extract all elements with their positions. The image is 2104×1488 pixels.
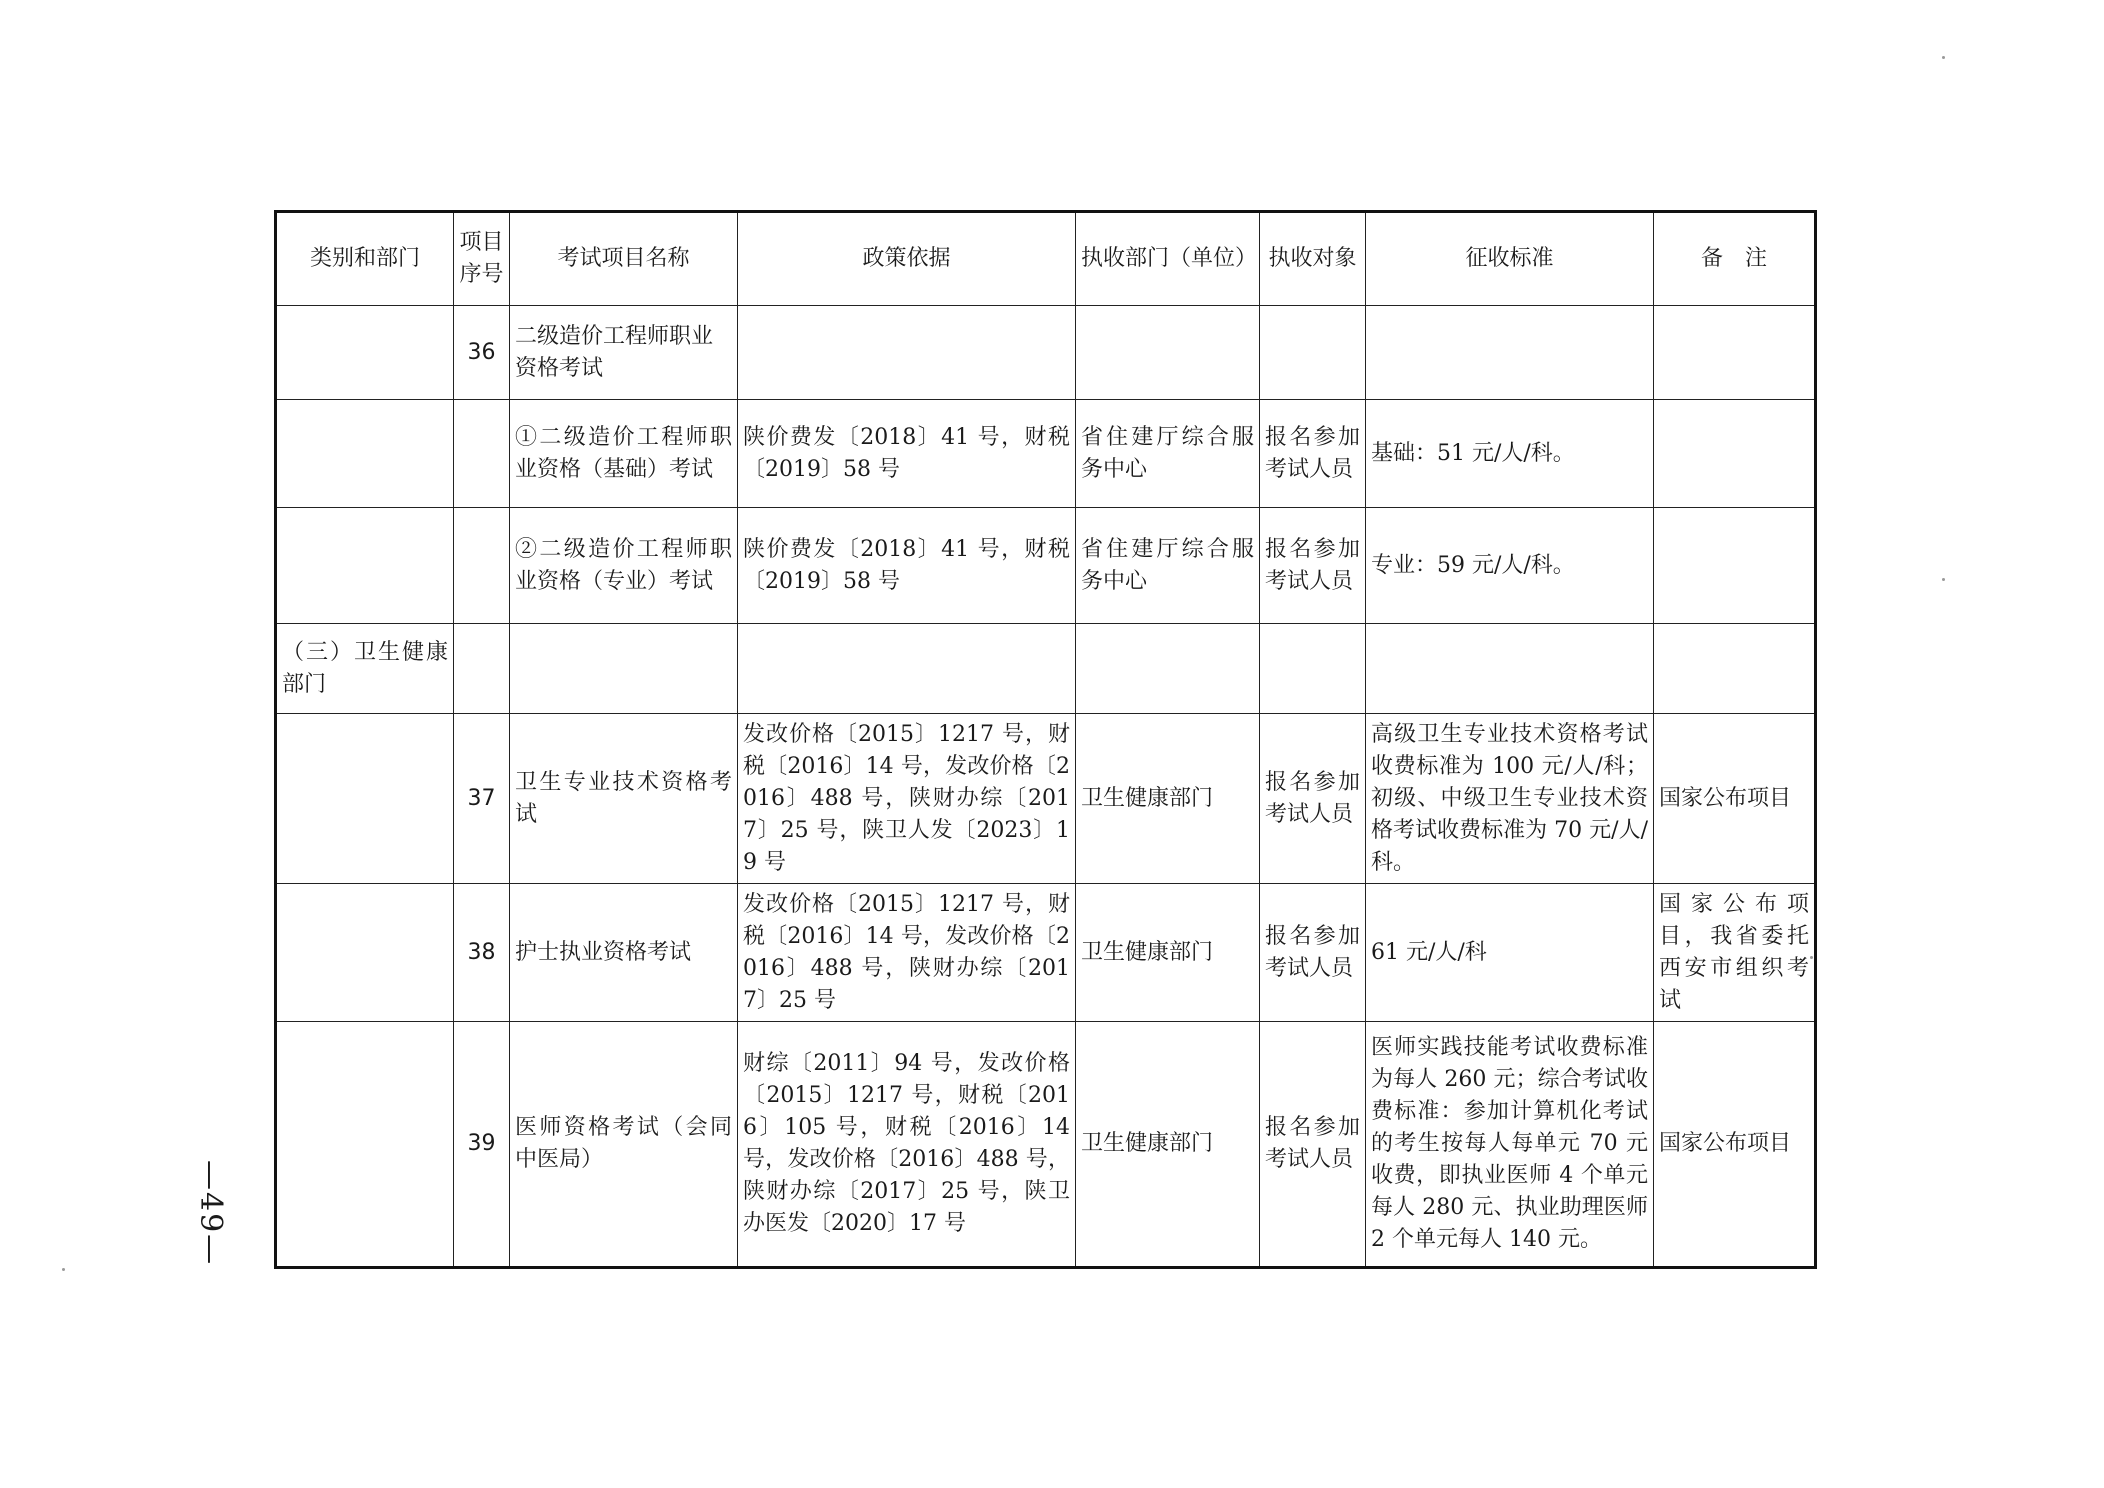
cell-policy: 财综〔2011〕94 号，发改价格〔2015〕1217 号，财税〔2016〕105 号，财税〔2016〕14 号，发改价格〔2016〕488 号，陕财办综〔2017〕25 号，陕卫办医发〔2020〕17 号 (738, 1022, 1076, 1268)
table-row (276, 306, 1816, 400)
cell-category (276, 1022, 454, 1268)
section-label: （三）卫生健康部门 (276, 624, 454, 714)
cell-exam-name: 二级造价工程师职业资格考试 (510, 306, 738, 400)
cell-remarks (1654, 400, 1816, 508)
cell-category (276, 508, 454, 624)
cell-seq (454, 508, 510, 624)
header-standard: 征收标准 (1366, 212, 1654, 306)
cell-policy: 陕价费发〔2018〕41 号，财税〔2019〕58 号 (738, 508, 1076, 624)
cell-category (276, 306, 454, 400)
table-row (276, 884, 1816, 1022)
cell-exam-name: 卫生专业技术资格考试 (510, 714, 738, 884)
cell-standard: 基础：51 元/人/科。 (1366, 400, 1654, 508)
cell-policy (738, 306, 1076, 400)
cell-seq (454, 624, 510, 714)
scan-speck (1942, 56, 1945, 59)
cell-remarks: 国家公布项目 (1654, 1022, 1816, 1268)
cell-target: 报名参加考试人员 (1260, 884, 1366, 1022)
header-category: 类别和部门 (276, 212, 454, 306)
cell-standard: 61 元/人/科 (1366, 884, 1654, 1022)
cell-category (276, 884, 454, 1022)
cell-dept: 省住建厅综合服务中心 (1076, 400, 1260, 508)
cell-seq: 36 (454, 306, 510, 400)
cell-target (1260, 624, 1366, 714)
header-target: 执收对象 (1260, 212, 1366, 306)
cell-policy: 发改价格〔2015〕1217 号，财税〔2016〕14 号，发改价格〔2016〕488 号，陕财办综〔2017〕25 号 (738, 884, 1076, 1022)
section-row (276, 624, 1816, 714)
scan-speck (1810, 956, 1813, 959)
table-row (276, 1022, 1816, 1268)
exam-fee-table (274, 210, 1817, 1269)
cell-target: 报名参加考试人员 (1260, 508, 1366, 624)
cell-standard (1366, 624, 1654, 714)
cell-target: 报名参加考试人员 (1260, 714, 1366, 884)
cell-exam-name: 医师资格考试（会同中医局） (510, 1022, 738, 1268)
cell-remarks: 国家公布项目，我省委托西安市组织考试 (1654, 884, 1816, 1022)
cell-dept: 卫生健康部门 (1076, 1022, 1260, 1268)
cell-seq: 37 (454, 714, 510, 884)
cell-dept: 卫生健康部门 (1076, 714, 1260, 884)
cell-standard: 专业：59 元/人/科。 (1366, 508, 1654, 624)
cell-seq: 38 (454, 884, 510, 1022)
header-remarks: 备 注 (1654, 212, 1816, 306)
cell-category (276, 714, 454, 884)
header-dept: 执收部门（单位） (1076, 212, 1260, 306)
cell-target (1260, 306, 1366, 400)
cell-category (276, 400, 454, 508)
cell-remarks (1654, 624, 1816, 714)
table-row (276, 714, 1816, 884)
cell-dept: 卫生健康部门 (1076, 884, 1260, 1022)
cell-dept (1076, 624, 1260, 714)
scan-speck (1942, 578, 1945, 581)
header-seq: 项目序号 (454, 212, 510, 306)
cell-standard (1366, 306, 1654, 400)
page-number: —49— (193, 1160, 228, 1267)
cell-target: 报名参加考试人员 (1260, 1022, 1366, 1268)
scan-speck (62, 1268, 65, 1271)
cell-exam-name: ①二级造价工程师职业资格（基础）考试 (510, 400, 738, 508)
cell-policy: 陕价费发〔2018〕41 号，财税〔2019〕58 号 (738, 400, 1076, 508)
table-header-row (276, 212, 1816, 306)
cell-seq (454, 400, 510, 508)
cell-exam-name: 护士执业资格考试 (510, 884, 738, 1022)
cell-dept: 省住建厅综合服务中心 (1076, 508, 1260, 624)
table-row (276, 400, 1816, 508)
cell-remarks: 国家公布项目 (1654, 714, 1816, 884)
table-row (276, 508, 1816, 624)
cell-standard: 医师实践技能考试收费标准为每人 260 元；综合考试收费标准：参加计算机化考试的考生按每人每单元 70 元收费，即执业医师 4 个单元每人 280 元、执业助理医师 2 个单元每人 140 元。 (1366, 1022, 1654, 1268)
cell-policy (738, 624, 1076, 714)
cell-target: 报名参加考试人员 (1260, 400, 1366, 508)
cell-remarks (1654, 306, 1816, 400)
cell-dept (1076, 306, 1260, 400)
header-exam-name: 考试项目名称 (510, 212, 738, 306)
cell-policy: 发改价格〔2015〕1217 号，财税〔2016〕14 号，发改价格〔2016〕488 号，陕财办综〔2017〕25 号，陕卫人发〔2023〕19 号 (738, 714, 1076, 884)
cell-standard: 高级卫生专业技术资格考试收费标准为 100 元/人/科；初级、中级卫生专业技术资格考试收费标准为 70 元/人/科。 (1366, 714, 1654, 884)
cell-exam-name (510, 624, 738, 714)
header-policy: 政策依据 (738, 212, 1076, 306)
cell-seq: 39 (454, 1022, 510, 1268)
cell-remarks (1654, 508, 1816, 624)
cell-exam-name: ②二级造价工程师职业资格（专业）考试 (510, 508, 738, 624)
